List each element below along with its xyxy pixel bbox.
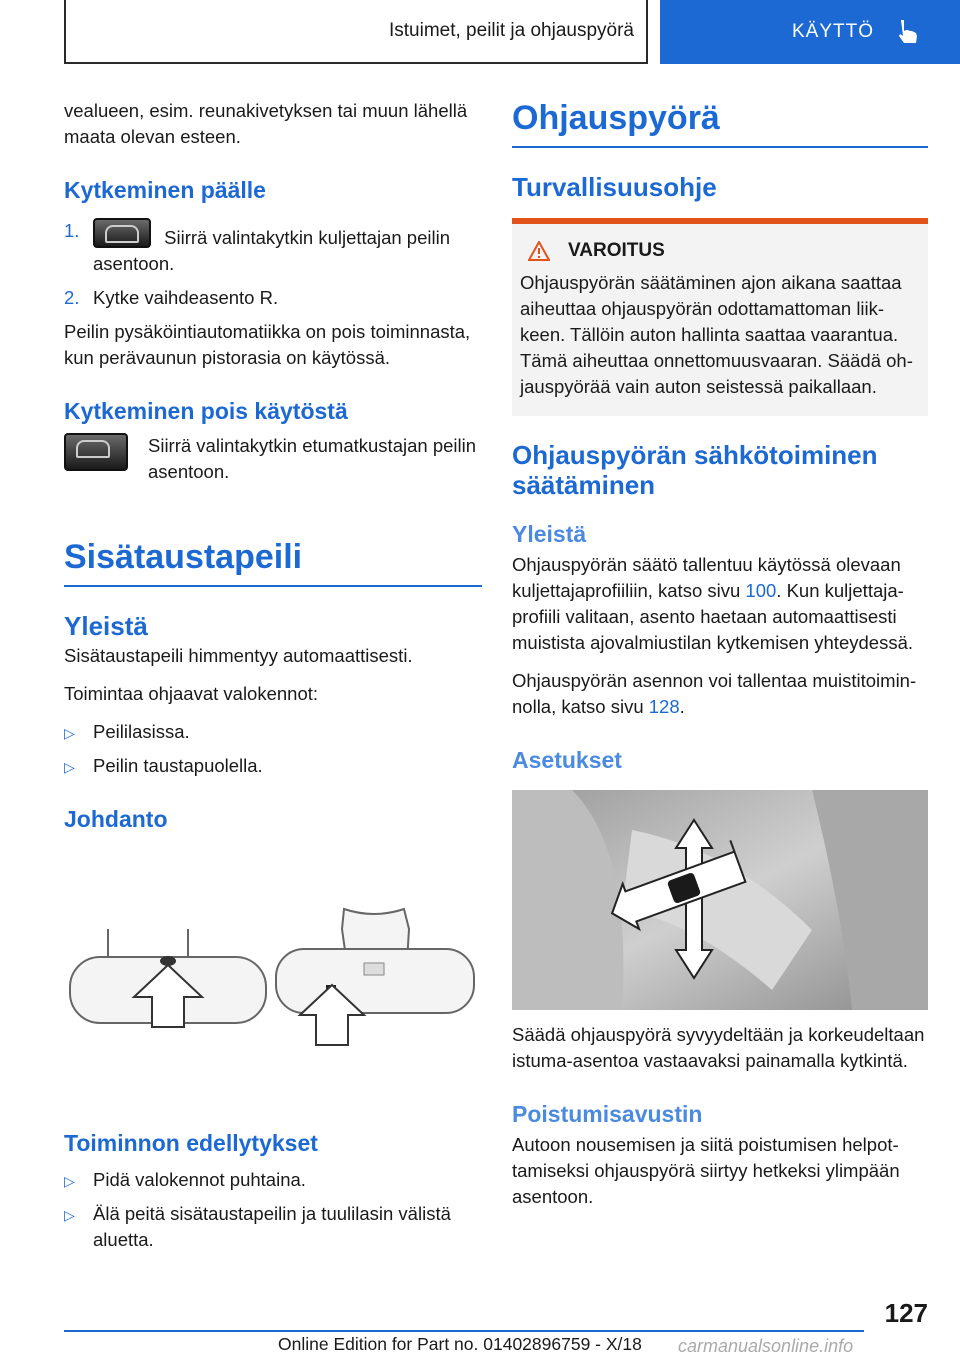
sensors-intro: Toimintaa ohjaavat valokennot:: [64, 683, 319, 704]
page-number: 127: [884, 1298, 928, 1328]
switch-on-steps: [64, 218, 482, 311]
list-item: [64, 719, 482, 745]
switch-off-heading: Kytkeminen pois käytöstä: [64, 398, 348, 424]
list-item-text: Pidä valokennot puhtaina.: [93, 1169, 306, 1190]
list-item: [64, 1167, 482, 1193]
safety-heading: Turvallisuusohje: [512, 172, 717, 202]
exit-assist-heading: Poistumisavustin: [512, 1101, 703, 1127]
steering-wheel-heading: Ohjauspyörä: [512, 98, 928, 148]
general-heading: Yleistä: [512, 521, 587, 547]
requirements-heading: Toiminnon edellytykset: [64, 1130, 318, 1156]
mirror-heading: Sisätaustapeili: [64, 537, 482, 587]
memory-text-part: .: [679, 696, 685, 717]
switch-on-note: Peilin pysäköintiautomatiikka on pois toiminnasta, kun perävaunun pistorasia on käytössä.: [64, 321, 471, 368]
list-item: [64, 1201, 482, 1253]
switch-on-heading: Kytkeminen päälle: [64, 177, 266, 203]
step-text: Siirrä valintakytkin kuljettajan peilin asentoon.: [93, 227, 450, 274]
step-text: Kytke vaihdeasento R.: [93, 287, 279, 308]
steering-column-switch-photo: [512, 790, 928, 1010]
warning-text: Ohjauspyörän säätäminen ajon aikana saattaa aiheuttaa ohjauspyörän odottamattoman liikkeen. Tällöin auton hallinta saattaa vaarantua. Tämä aiheuttaa onnettomuusvaaran. Säädä ohjauspyörää vain auton seistessä paikallaan.: [520, 272, 913, 397]
left-column: [64, 98, 482, 1261]
page-link-128[interactable]: 128: [648, 696, 680, 717]
warning-triangle-icon: [528, 241, 550, 261]
sensors-list: [64, 719, 482, 779]
requirements-list: [64, 1167, 482, 1253]
rear-view-mirror-illustration: [64, 869, 482, 1089]
switch-off-row: [64, 433, 482, 485]
intro-paragraph: vealueen, esim. reunakivetyksen tai muun lähellä maata olevan esteen.: [64, 100, 468, 147]
settings-text: Säädä ohjauspyörä syvyydeltään ja korkeudeltaan istuma-asentoa vastaavaksi painamalla kytkintä.: [512, 1024, 925, 1071]
list-item-text: Peilin taustapuolella.: [93, 755, 263, 776]
general-text-part: . Kun kuljettajaprofiili valitaan, asento haetaan automaattisesti muistista ajovalmiustilan kytkemisen yhteydessä.: [512, 580, 913, 653]
settings-heading: Asetukset: [512, 747, 622, 773]
watermark: carmanualsonline.info: [678, 1336, 854, 1356]
triangle-bullet-icon: ▷: [64, 1207, 75, 1223]
triangle-bullet-icon: ▷: [64, 759, 75, 775]
step-number: 1.: [64, 220, 80, 241]
page-link-100[interactable]: 100: [745, 580, 777, 601]
mirror-selector-switch-icon: [93, 218, 151, 248]
footer-divider: [64, 1330, 864, 1332]
intro-heading: Johdanto: [64, 806, 168, 832]
triangle-bullet-icon: ▷: [64, 725, 75, 741]
header-chapter-title: KÄYTTÖ: [792, 21, 875, 42]
list-item: [64, 285, 482, 311]
general-text: [512, 552, 928, 656]
memory-text: [512, 668, 928, 720]
warning-box: [512, 218, 928, 416]
footer-edition: Online Edition for Part no. 01402896759 - X/18: [278, 1334, 642, 1354]
right-column: [512, 98, 928, 1222]
exit-assist-text: Autoon nousemisen ja siitä poistumisen helpottamiseksi ohjauspyörä siirtyy hetkeksi ylimpään asentoon.: [512, 1134, 900, 1207]
memory-text-part: Ohjauspyörän asennon voi tallentaa muistitoiminnolla, katso sivu: [512, 670, 917, 717]
general-text-part: Ohjauspyörän säätö tallentuu käytössä olevaan kuljettajaprofiiliin, katso sivu: [512, 554, 901, 601]
switch-off-text: Siirrä valintakytkin etumatkustajan peilin asentoon.: [148, 435, 477, 482]
warning-title: VAROITUS: [568, 240, 665, 261]
step-number: 2.: [64, 287, 80, 308]
header-section-title-box: [64, 0, 648, 64]
mirror-general-heading: Yleistä: [64, 611, 148, 641]
mirror-general-text: Sisätaustapeili himmentyy automaattisesti.: [64, 645, 413, 666]
pointing-hand-icon: [892, 17, 922, 47]
header-section-title: Istuimet, peilit ja ohjauspyörä: [388, 20, 634, 41]
list-item-text: Peililasissa.: [93, 721, 190, 742]
list-item: [64, 218, 482, 277]
electric-adjust-heading: Ohjauspyörän sähkötoiminen säätäminen: [512, 440, 878, 500]
triangle-bullet-icon: ▷: [64, 1173, 75, 1189]
header-chapter-tab[interactable]: [660, 0, 960, 64]
list-item-text: Älä peitä sisätaustapeilin ja tuulilasin välistä aluetta.: [93, 1203, 451, 1250]
list-item: [64, 753, 482, 779]
mirror-selector-switch-icon: [64, 433, 128, 471]
warning-title-row: [520, 240, 920, 262]
